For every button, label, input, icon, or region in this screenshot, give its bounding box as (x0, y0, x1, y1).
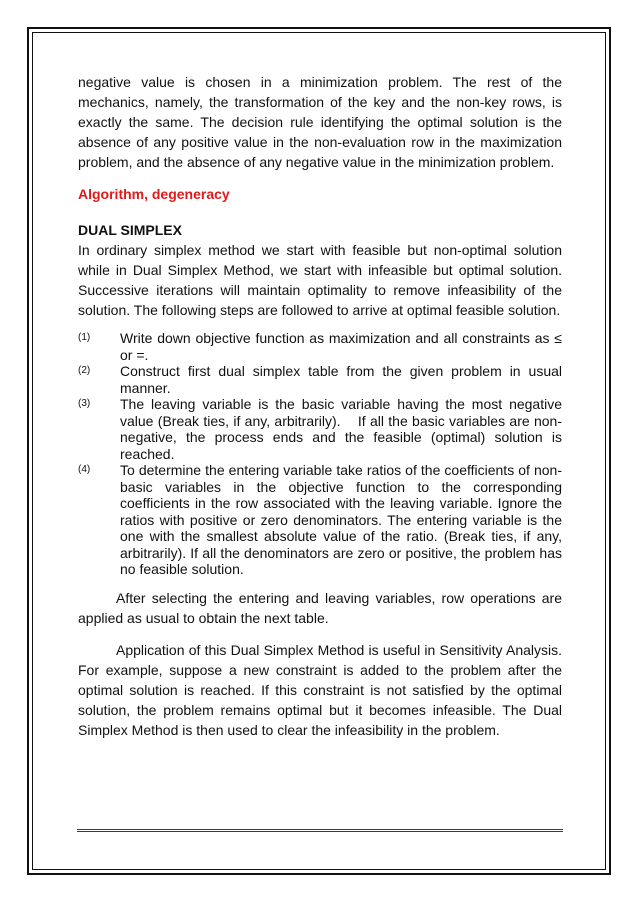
list-item (78, 462, 562, 578)
list-item (78, 363, 562, 396)
page-content (78, 72, 566, 740)
section-heading-dual-simplex: DUAL SIMPLEX (78, 222, 182, 238)
dual-simplex-intro-paragraph: In ordinary simplex method we start with feasible but non-optimal solution while in Dual Simplex Method, we start with infeasible but optimal solution. Successive iterations will maintain optimality to remove infeasibility of the solution. The following steps are followed to arrive at optimal feasible solution. (78, 242, 562, 318)
step-number: (2) (78, 365, 91, 376)
step-number: (4) (78, 464, 91, 475)
application-paragraph: Application of this Dual Simplex Method is useful in Sensitivity Analysis. For example, suppose a new constraint is added to the problem after the optimal solution is reached. If this constraint is not satisfied by the optimal solution, the problem remains optimal but it becomes infeasible. The Dual Simplex Method is then used to clear the infeasibility in the problem. (78, 641, 562, 738)
step-number: (1) (78, 332, 91, 343)
step-text: Write down objective function as maximization and all constraints as ≤ or =. (120, 330, 562, 363)
step-text: Construct first dual simplex table from the given problem in usual manner. (120, 363, 562, 396)
intro-paragraph: negative value is chosen in a minimization problem. The rest of the mechanics, namely, the transformation of the key and the non-key rows, is exactly the same. The decision rule identifying the optimal solution is the absence of any positive value in the non-evaluation row in the maximization problem, and the absence of any negative value in the minimization problem. (78, 74, 562, 170)
list-item (78, 396, 566, 462)
after-steps-paragraph: After selecting the entering and leaving variables, row operations are applied as usual to obtain the next table. (78, 589, 562, 626)
footer-rule (77, 829, 563, 832)
step-text: The leaving variable is the basic variable having the most negative value (Break ties, if any, arbitrarily). If all the basic variables are non-negative, the process ends and the feasible (optimal) solution is reached. (120, 396, 566, 462)
list-item (78, 330, 562, 363)
section-heading-algorithm: Algorithm, degeneracy (78, 186, 230, 202)
step-text: To determine the entering variable take ratios of the coefficients of non-basic variables in the objective function to the corresponding coefficients in the row associated with the leaving variable. Ignore the ratios with positive or zero denominators. The entering variable is the one with the smallest absolute value of the ratio. (Break ties, if any, arbitrarily). If all the denominators are zero or positive, the problem has no feasible solution. (120, 462, 562, 577)
step-number: (3) (78, 398, 91, 409)
steps-list (78, 330, 566, 578)
